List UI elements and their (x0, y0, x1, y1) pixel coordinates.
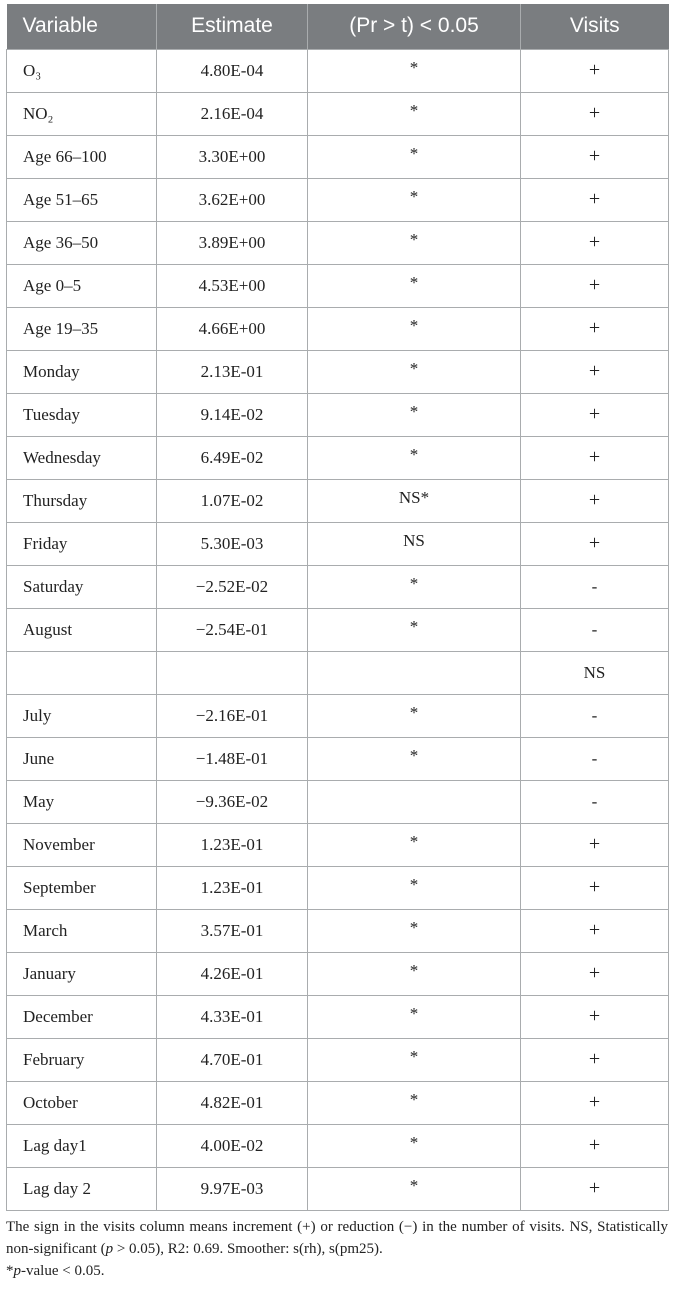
cell-estimate (157, 135, 308, 178)
cell-estimate (157, 522, 308, 565)
cell-visits-text: + (588, 489, 601, 511)
cell-significance-text: * (409, 1003, 419, 1023)
footnote-p-symbol-2: p (13, 1263, 21, 1279)
cell-visits (521, 393, 669, 436)
cell-estimate-text: 4.82E-01 (200, 1092, 264, 1112)
cell-estimate-text: 4.70E-01 (200, 1049, 264, 1069)
cell-variable (7, 952, 157, 995)
cell-estimate-text: 3.57E-01 (200, 920, 264, 940)
table-row (7, 1167, 669, 1210)
cell-significance (308, 522, 521, 565)
cell-significance (308, 92, 521, 135)
cell-significance (308, 1081, 521, 1124)
cell-variable-text: Lag day 2 (23, 1178, 91, 1198)
footnote-line-2 (6, 1260, 668, 1282)
cell-visits-text: + (588, 360, 601, 382)
cell-variable-text: Age 0–5 (23, 275, 82, 295)
cell-visits-text: + (588, 1048, 601, 1070)
cell-visits (521, 436, 669, 479)
cell-significance (308, 178, 521, 221)
cell-significance (308, 1124, 521, 1167)
cell-visits-text: + (588, 403, 601, 425)
cell-estimate-text: 4.66E+00 (198, 318, 266, 338)
cell-estimate (157, 780, 308, 823)
cell-variable (7, 49, 157, 92)
cell-variable-text: March (23, 920, 68, 940)
table-row (7, 780, 669, 823)
cell-variable-text: November (23, 834, 95, 854)
cell-estimate (157, 608, 308, 651)
cell-estimate (157, 823, 308, 866)
cell-variable-text: October (23, 1092, 78, 1112)
cell-visits-text: + (588, 446, 601, 468)
cell-visits (521, 135, 669, 178)
cell-visits (521, 264, 669, 307)
cell-visits (521, 651, 669, 694)
cell-estimate (157, 737, 308, 780)
cell-visits (521, 823, 669, 866)
cell-significance (308, 393, 521, 436)
cell-estimate-text: 3.30E+00 (198, 146, 266, 166)
cell-estimate (157, 350, 308, 393)
cell-variable (7, 522, 157, 565)
cell-visits-text: + (588, 1091, 601, 1113)
header-estimate: Estimate (157, 4, 308, 49)
table-row (7, 1124, 669, 1167)
cell-estimate-text: 5.30E-03 (200, 533, 264, 553)
footnote-line-1 (6, 1216, 668, 1260)
cell-estimate (157, 694, 308, 737)
cell-visits-text: + (588, 1005, 601, 1027)
cell-visits (521, 221, 669, 264)
cell-significance (308, 436, 521, 479)
footnote-text-1: The sign in the visits column means increment (+) or reduction (−) in the number of visits. NS, Statistically non-significant ( (6, 1219, 668, 1257)
cell-variable (7, 178, 157, 221)
cell-estimate-text: 6.49E-02 (200, 447, 264, 467)
cell-significance (308, 307, 521, 350)
cell-variable (7, 436, 157, 479)
cell-estimate-text: 2.13E-01 (200, 361, 264, 381)
cell-estimate-text: 4.26E-01 (200, 963, 264, 983)
cell-visits-text: - (591, 705, 598, 725)
cell-variable-text: O₃ (23, 60, 42, 80)
cell-variable (7, 866, 157, 909)
table-row (7, 221, 669, 264)
cell-visits (521, 995, 669, 1038)
cell-estimate (157, 1081, 308, 1124)
cell-variable (7, 1038, 157, 1081)
cell-estimate (157, 479, 308, 522)
cell-variable-text: Saturday (23, 576, 84, 596)
cell-estimate-text: 4.53E+00 (198, 275, 266, 295)
table-row (7, 694, 669, 737)
cell-significance-text: * (409, 1132, 419, 1152)
cell-variable (7, 350, 157, 393)
cell-variable-text: NO₂ (23, 103, 54, 123)
cell-significance (308, 694, 521, 737)
cell-visits (521, 92, 669, 135)
cell-variable (7, 264, 157, 307)
cell-estimate (157, 1038, 308, 1081)
cell-variable-text: December (23, 1006, 93, 1026)
cell-significance (308, 952, 521, 995)
cell-significance-text: * (409, 1089, 419, 1109)
cell-variable (7, 1167, 157, 1210)
cell-significance-text: * (409, 702, 419, 722)
cell-significance-text: * (409, 315, 419, 335)
cell-variable-text: July (23, 705, 52, 725)
cell-estimate (157, 178, 308, 221)
footnote-star: * (6, 1263, 14, 1279)
cell-variable (7, 823, 157, 866)
table-row (7, 866, 669, 909)
cell-estimate-text: −2.52E-02 (195, 576, 269, 596)
cell-visits-text: + (588, 919, 601, 941)
cell-visits (521, 780, 669, 823)
cell-estimate (157, 92, 308, 135)
cell-significance-text: * (409, 960, 419, 980)
cell-significance (308, 350, 521, 393)
cell-variable-text: Friday (23, 533, 68, 553)
cell-variable (7, 995, 157, 1038)
cell-visits (521, 866, 669, 909)
table-row (7, 393, 669, 436)
cell-estimate (157, 307, 308, 350)
cell-visits-text: + (588, 317, 601, 339)
table-row (7, 651, 669, 694)
cell-visits-text: NS (583, 662, 606, 682)
table-row (7, 909, 669, 952)
cell-significance-text: * (409, 100, 419, 120)
cell-estimate-text: −2.54E-01 (195, 619, 269, 639)
table-row (7, 737, 669, 780)
cell-estimate (157, 565, 308, 608)
table-row (7, 1081, 669, 1124)
cell-visits-text: + (588, 188, 601, 210)
cell-significance (308, 565, 521, 608)
cell-significance (308, 608, 521, 651)
cell-significance-text: * (409, 57, 419, 77)
cell-variable (7, 737, 157, 780)
table-row (7, 135, 669, 178)
cell-significance (308, 866, 521, 909)
cell-visits (521, 178, 669, 221)
cell-estimate (157, 264, 308, 307)
cell-significance-text: * (409, 1175, 419, 1195)
cell-significance-text: * (409, 874, 419, 894)
footnote-p-symbol: p (105, 1241, 114, 1257)
cell-visits (521, 909, 669, 952)
cell-significance (308, 1167, 521, 1210)
results-table (6, 4, 669, 1211)
cell-significance (308, 823, 521, 866)
cell-significance-text: * (409, 616, 419, 636)
cell-significance-text: * (409, 358, 419, 378)
cell-significance-text: * (409, 1046, 419, 1066)
cell-variable-text: Tuesday (23, 404, 80, 424)
cell-significance-text: * (409, 831, 419, 851)
table-row (7, 178, 669, 221)
cell-significance (308, 135, 521, 178)
cell-estimate-text: 4.33E-01 (200, 1006, 264, 1026)
cell-significance (308, 221, 521, 264)
cell-visits (521, 1081, 669, 1124)
cell-visits (521, 1124, 669, 1167)
cell-estimate-text: 3.62E+00 (198, 189, 266, 209)
table-row (7, 823, 669, 866)
cell-estimate-text: −9.36E-02 (195, 791, 269, 811)
cell-significance-text: * (409, 573, 419, 593)
cell-visits-text: - (591, 576, 598, 596)
cell-variable-text: Age 19–35 (23, 318, 99, 338)
cell-variable (7, 221, 157, 264)
cell-estimate (157, 393, 308, 436)
cell-visits-text: + (588, 231, 601, 253)
cell-visits (521, 350, 669, 393)
cell-significance-text: * (409, 272, 419, 292)
cell-visits-text: + (588, 59, 601, 81)
cell-visits-text: + (588, 876, 601, 898)
cell-visits (521, 307, 669, 350)
cell-estimate-text: −1.48E-01 (195, 748, 269, 768)
cell-significance (308, 49, 521, 92)
cell-variable-text: August (23, 619, 73, 639)
cell-estimate-text: 4.00E-02 (200, 1135, 264, 1155)
cell-estimate-text: 9.97E-03 (200, 1178, 264, 1198)
cell-significance (308, 479, 521, 522)
cell-variable (7, 608, 157, 651)
cell-estimate (157, 952, 308, 995)
cell-visits (521, 1167, 669, 1210)
cell-variable (7, 780, 157, 823)
footnote-text-3: -value < 0.05. (21, 1263, 105, 1279)
table-row (7, 995, 669, 1038)
cell-significance-text: NS* (398, 487, 430, 507)
cell-visits (521, 522, 669, 565)
cell-significance-text: * (409, 917, 419, 937)
cell-variable-text: Wednesday (23, 447, 101, 467)
table-body (7, 49, 669, 1210)
table-header-row (7, 4, 669, 49)
table-row (7, 565, 669, 608)
cell-visits-text: - (591, 748, 598, 768)
table-row (7, 1038, 669, 1081)
cell-estimate (157, 651, 308, 694)
table-footnote (6, 1216, 668, 1282)
cell-variable-text: February (23, 1049, 85, 1069)
cell-variable (7, 1081, 157, 1124)
cell-visits-text: + (588, 1134, 601, 1156)
cell-variable (7, 565, 157, 608)
cell-significance-text: * (409, 401, 419, 421)
cell-significance-text: * (409, 444, 419, 464)
cell-significance (308, 264, 521, 307)
cell-significance-text: * (409, 229, 419, 249)
cell-estimate-text: 9.14E-02 (200, 404, 264, 424)
cell-visits-text: + (588, 274, 601, 296)
cell-visits-text: + (588, 833, 601, 855)
cell-estimate-text: 1.23E-01 (200, 877, 264, 897)
cell-visits (521, 565, 669, 608)
cell-estimate (157, 49, 308, 92)
cell-significance-text: NS (403, 530, 425, 550)
cell-visits-text: + (588, 962, 601, 984)
cell-variable (7, 909, 157, 952)
cell-variable-text: Age 36–50 (23, 232, 99, 252)
cell-variable (7, 393, 157, 436)
cell-visits-text: - (591, 791, 598, 811)
header-significance: (Pr > t) < 0.05 (308, 4, 521, 49)
cell-significance (308, 780, 521, 823)
cell-significance-text: * (409, 745, 419, 765)
cell-estimate-text: 2.16E-04 (200, 103, 264, 123)
table-row (7, 479, 669, 522)
cell-visits (521, 1038, 669, 1081)
cell-estimate-text: 4.80E-04 (200, 60, 264, 80)
cell-significance-text: * (409, 186, 419, 206)
cell-estimate-text: 1.23E-01 (200, 834, 264, 854)
cell-visits-text: - (591, 619, 598, 639)
cell-estimate (157, 1124, 308, 1167)
cell-estimate-text: −2.16E-01 (195, 705, 269, 725)
cell-variable-text: Thursday (23, 490, 88, 510)
cell-variable-text: Age 51–65 (23, 189, 99, 209)
cell-variable (7, 135, 157, 178)
table-row (7, 307, 669, 350)
cell-visits (521, 49, 669, 92)
cell-estimate (157, 866, 308, 909)
cell-estimate (157, 995, 308, 1038)
cell-significance-text: * (409, 143, 419, 163)
cell-variable-text: June (23, 748, 55, 768)
cell-variable (7, 1124, 157, 1167)
cell-estimate (157, 221, 308, 264)
cell-estimate (157, 909, 308, 952)
cell-estimate (157, 1167, 308, 1210)
cell-visits (521, 694, 669, 737)
table-row (7, 522, 669, 565)
cell-estimate (157, 436, 308, 479)
table-row (7, 264, 669, 307)
table-row (7, 952, 669, 995)
cell-visits (521, 608, 669, 651)
cell-estimate-text: 1.07E-02 (200, 490, 264, 510)
cell-variable-text: Age 66–100 (23, 146, 107, 166)
table-row (7, 608, 669, 651)
table-row (7, 49, 669, 92)
cell-variable (7, 694, 157, 737)
cell-variable (7, 92, 157, 135)
cell-significance (308, 995, 521, 1038)
cell-variable-text: January (23, 963, 76, 983)
cell-significance (308, 1038, 521, 1081)
cell-significance (308, 651, 521, 694)
cell-visits-text: + (588, 532, 601, 554)
cell-significance (308, 909, 521, 952)
cell-variable-text: September (23, 877, 96, 897)
cell-variable-text: Lag day1 (23, 1135, 87, 1155)
footnote-text-2: > 0.05), R2: 0.69. Smoother: s(rh), s(pm25). (113, 1241, 383, 1257)
table-row (7, 436, 669, 479)
cell-variable (7, 307, 157, 350)
cell-visits (521, 737, 669, 780)
cell-estimate-text: 3.89E+00 (198, 232, 266, 252)
header-variable: Variable (7, 4, 157, 49)
cell-visits (521, 952, 669, 995)
cell-variable (7, 651, 157, 694)
cell-visits (521, 479, 669, 522)
cell-significance (308, 737, 521, 780)
table-row (7, 92, 669, 135)
cell-variable-text: Monday (23, 361, 80, 381)
cell-variable (7, 479, 157, 522)
cell-visits-text: + (588, 102, 601, 124)
cell-visits-text: + (588, 145, 601, 167)
cell-visits-text: + (588, 1177, 601, 1199)
header-visits: Visits (521, 4, 669, 49)
cell-variable-text: May (23, 791, 55, 811)
table-row (7, 350, 669, 393)
